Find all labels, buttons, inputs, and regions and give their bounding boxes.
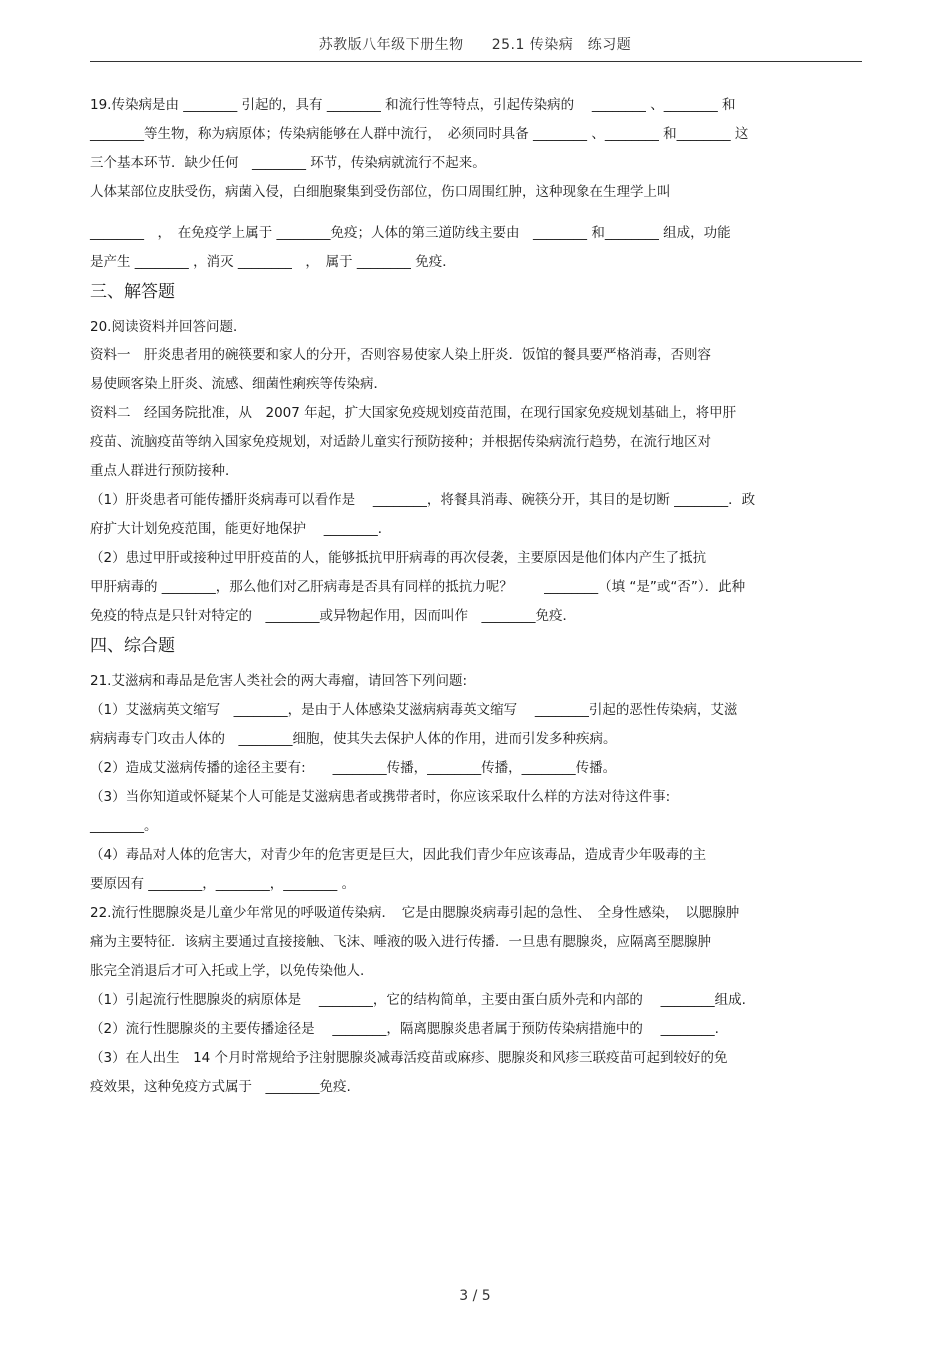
page-number: 3 / 5 [459,1288,491,1304]
text-line: 人体某部位皮肤受伤，病菌入侵，白细胞聚集到受伤部位，伤口周围红肿，这种现象在生理学上叫 [90,184,671,200]
section-heading: 四、综合题 [90,636,175,656]
page-header [0,34,950,54]
document-body [90,96,862,1096]
text-line: （2）患过甲肝或接种过甲肝疫苗的人，能够抵抗甲肝病毒的再次侵袭，主要原因是他们体内产生了抵抗 [90,550,707,566]
text-line: （1）引起流行性腮腺炎的病原体是 ________，它的结构简单，主要由蛋白质外壳和内部的 ________组成. [90,992,746,1008]
text-line: 免疫的特点是只针对特定的 ________或异物起作用，因而叫作 ________免疫． [90,608,576,624]
text-line: 疫效果，这种免疫方式属于 ________免疫. [90,1079,351,1095]
text-line: （3）在人出生 14 个月时常规给予注射腮腺炎减毒活疫苗或麻疹、腮腺炎和风疹三联疫苗可起到较好的免 [90,1050,728,1066]
text-line: 府扩大计划免疫范围，能更好地保护 ________． [90,521,392,537]
text-line: 资料二 经国务院批准，从 2007 年起，扩大国家免疫规划疫苗范围，在现行国家免疫规划基础上，将甲肝 [90,405,737,421]
text-line: ________等生物，称为病原体；传染病能够在人群中流行， 必须同时具备 ________ 、________ 和________ 这 [90,126,749,142]
text-line: 痛为主要特征．该病主要通过直接接触、飞沫、唾液的吸入进行传播．一旦患有腮腺炎，应隔离至腮腺肿 [90,934,711,950]
text-line: （1）艾滋病英文缩写 ________，是由于人体感染艾滋病病毒英文缩写 ________引起的恶性传染病，艾滋 [90,702,738,718]
header-rule [90,61,862,62]
text-line: 胀完全消退后才可入托或上学，以免传染他人. [90,963,365,979]
text-line: （3）当你知道或怀疑某个人可能是艾滋病患者或携带者时，你应该采取什么样的方法对待这件事: [90,789,671,805]
text-line: 疫苗、流脑疫苗等纳入国家免疫规划，对适龄儿童实行预防接种；并根据传染病流行趋势，在流行地区对 [90,434,711,450]
text-line: （2）流行性腮腺炎的主要传播途径是 ________，隔离腮腺炎患者属于预防传染病措施中的 ________. [90,1021,719,1037]
text-line: 要原因有 ________，________，________ 。 [90,876,356,892]
text-line: 19.传染病是由 ________ 引起的，具有 ________ 和流行性等特点，引起传染病的 ________ 、________ 和 [90,97,736,113]
text-line: 21.艾滋病和毒品是危害人类社会的两大毒瘤，请回答下列问题: [90,673,468,689]
text-line: （2）造成艾滋病传播的途径主要有: ________传播，________传播，________传播。 [90,760,617,776]
header-lesson: 25.1 传染病 练习题 [491,37,632,53]
text-line: 甲肝病毒的 ________，那么他们对乙肝病毒是否具有同样的抵抗力呢？ ________（填 “是”或“否”）．此种 [90,579,746,595]
text-line: 是产生 ________ ，消灭 ________ ， 属于 ________ 免疫． [90,254,456,270]
text-line: 22.流行性腮腺炎是儿童少年常见的呼吸道传染病． 它是由腮腺炎病毒引起的急性、 全身性感染， 以腮腺肿 [90,905,740,921]
text-line: 20.阅读资料并回答问题． [90,319,247,335]
text-line: （1）肝炎患者可能传播肝炎病毒可以看作是 ________，将餐具消毒、碗筷分开，其目的是切断 ________．政 [90,492,756,508]
text-line: 病病毒专门攻击人体的 ________细胞，使其失去保护人体的作用，进而引发多种疾病。 [90,731,617,747]
text-line: 重点人群进行预防接种． [90,463,239,479]
section-heading: 三、解答题 [90,282,175,302]
text-line: ________。 [90,818,158,834]
text-line: 三个基本环节．缺少任何 ________ 环节，传染病就流行不起来。 [90,155,486,171]
text-line: （4）毒品对人体的危害大，对青少年的危害更是巨大，因此我们青少年应该毒品，造成青少年吸毒的主 [90,847,707,863]
text-line: 资料一 肝炎患者用的碗筷要和家人的分开，否则容易使家人染上肝炎．饭馆的餐具要严格消毒，否则容 [90,347,711,363]
text-line: ________ ， 在免疫学上属于 ________免疫；人体的第三道防线主要由 ________ 和________ 组成，功能 [90,225,731,241]
text-line: 易使顾客染上肝炎、流感、细菌性痢疾等传染病． [90,376,387,392]
header-subject: 苏教版八年级下册生物 [318,37,464,53]
